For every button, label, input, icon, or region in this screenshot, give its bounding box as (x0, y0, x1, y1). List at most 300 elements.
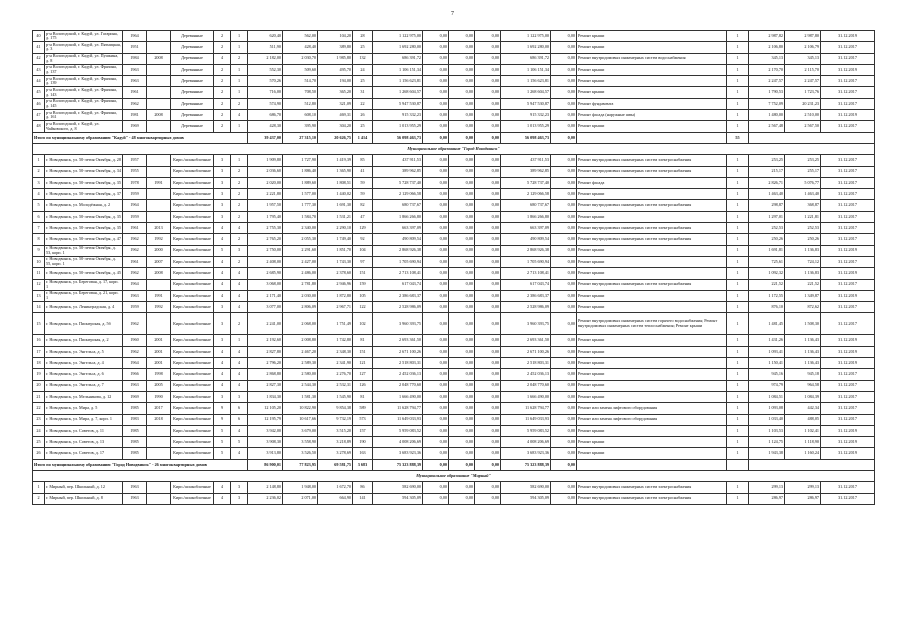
cell-u: 1 (727, 189, 749, 200)
cell-s2: 0,00 (449, 358, 475, 369)
cell-s4: 3 683 923,36 (501, 448, 551, 459)
cell-y2 (147, 437, 171, 448)
cell-s2: 0,00 (449, 482, 475, 493)
cell-fl: 5 (214, 425, 231, 436)
cell-n: 1 (33, 482, 45, 493)
cell-a2: 2 580,00 (283, 369, 318, 380)
cell-s3: 0,00 (475, 302, 501, 313)
cell-s1: 0,00 (423, 87, 449, 98)
empty-cell (749, 459, 875, 470)
cell-n: 22 (33, 403, 45, 414)
cell-s4: 680 737,67 (501, 200, 551, 211)
table-row (33, 223, 875, 234)
cell-addr: г. Новодвинск, ул. Советов, д. 13 (45, 437, 123, 448)
cell-p2: 2 247,57 (785, 76, 821, 87)
cell-a1: 570,26 (248, 76, 283, 87)
cell-fl: 4 (214, 53, 231, 64)
cell-y2: 2018 (147, 414, 171, 425)
cell-mat: Кирп./шлакоблочные (171, 391, 214, 402)
cell-n: 17 (33, 346, 45, 357)
cell-s5: 0,00 (551, 211, 577, 222)
cell-ppl: 92 (353, 234, 373, 245)
total-a3: 20 626,75 (318, 132, 353, 143)
cell-date: 31.12.2017 (821, 166, 875, 177)
cell-a2: 2 071,00 (283, 493, 318, 504)
cell-s3: 0,00 (475, 177, 501, 188)
cell-fl: 4 (214, 256, 231, 267)
cell-fl: 2 (214, 110, 231, 121)
cell-en: 2 (231, 53, 248, 64)
cell-p1: 298,87 (749, 200, 785, 211)
cell-en: 4 (231, 223, 248, 234)
cell-y1: 1963 (123, 380, 147, 391)
cell-en: 1 (231, 87, 248, 98)
cell-p2: 1 084,39 (785, 391, 821, 402)
cell-ppl: 25 (353, 121, 373, 132)
cell-a1: 574,90 (248, 98, 283, 109)
cell-u: 1 (727, 268, 749, 279)
cell-addr: г. Новодвинск, ул. 50-летия Октября, д. 55, корп. 1 (45, 256, 123, 267)
cell-en: 4 (231, 358, 248, 369)
cell-fl: 3 (214, 177, 231, 188)
cell-p1: 945,16 (749, 369, 785, 380)
cell-a2: 514,70 (283, 76, 318, 87)
cell-date: 31.12.2017 (821, 76, 875, 87)
table-row (33, 200, 875, 211)
cell-p1: 1 480,00 (749, 110, 785, 121)
cell-s5: 0,00 (551, 335, 577, 346)
cell-en: 3 (231, 245, 248, 256)
cell-s5: 0,00 (551, 76, 577, 87)
cell-date: 31.12.2017 (821, 380, 875, 391)
cell-p2: 1 349,87 (785, 290, 821, 301)
cell-p2: 1 136,43 (785, 358, 821, 369)
cell-a2: 2 486,00 (283, 268, 318, 279)
cell-cost: 389 962,85 (373, 166, 423, 177)
cell-fl: 4 (214, 268, 231, 279)
cell-ppl: 163 (353, 448, 373, 459)
cell-s4: 686 391,72 (501, 53, 551, 64)
cell-y1: 1961 (123, 256, 147, 267)
cell-s5: 0,00 (551, 302, 577, 313)
cell-en: 6 (231, 414, 248, 425)
cell-fl: 4 (214, 358, 231, 369)
cell-date: 31.12.2017 (821, 256, 875, 267)
cell-fl: 4 (214, 290, 231, 301)
cell-a2: 2 068,00 (283, 313, 318, 335)
cell-s3: 0,00 (475, 358, 501, 369)
cell-work: Ремонт внутридомовых инженерных систем электроснабжения (577, 223, 727, 234)
cell-a2: 512,80 (283, 98, 318, 109)
cell-s2: 0,00 (449, 189, 475, 200)
cell-s5: 0,00 (551, 177, 577, 188)
cell-a1: 511,90 (248, 42, 283, 53)
cell-n: 24 (33, 425, 45, 436)
cell-u: 1 (727, 223, 749, 234)
cell-p1: 253,25 (749, 155, 785, 166)
cell-y2 (147, 42, 171, 53)
cell-date: 31.12.2017 (821, 42, 875, 53)
cell-s5: 0,00 (551, 53, 577, 64)
cell-s5: 0,00 (551, 437, 577, 448)
cell-s1: 0,00 (423, 166, 449, 177)
cell-s2: 0,00 (449, 335, 475, 346)
cell-y2: 2000 (147, 245, 171, 256)
cell-en: 1 (231, 335, 248, 346)
cell-mat: Кирп./шлакоблочные (171, 414, 214, 425)
cell-y1: 1962 (123, 313, 147, 335)
cell-addr: р-н Вологодский, г. Кадуй, ул. Фрязина, д. 145 (45, 98, 123, 109)
cell-a2: 2 008,80 (283, 335, 318, 346)
cell-u: 1 (727, 245, 749, 256)
cell-s3: 0,00 (475, 76, 501, 87)
cell-a1: 716,00 (248, 87, 283, 98)
cell-a2: 10 617,66 (283, 414, 318, 425)
cell-s2: 0,00 (449, 200, 475, 211)
cell-n: 2 (33, 166, 45, 177)
cell-a2: 2 340,00 (283, 223, 318, 234)
cell-date: 31.12.2017 (821, 391, 875, 402)
table-row (33, 448, 875, 459)
table-row (33, 256, 875, 267)
cell-work: Ремонт крыши (577, 189, 727, 200)
empty-cell (577, 132, 727, 143)
cell-date: 31.12.2019 (821, 346, 875, 357)
cell-addr: р-н Вологодский, г. Кадуй, ул. Фрязина, д. 139 (45, 76, 123, 87)
cell-a3: 664,90 (318, 493, 353, 504)
cell-a2: 2 291,60 (283, 245, 318, 256)
cell-ppl: 97 (353, 256, 373, 267)
cell-work: Ремонт крыши (577, 211, 727, 222)
cell-s3: 0,00 (475, 391, 501, 402)
cell-cost: 1 106 151,34 (373, 64, 423, 75)
cell-s3: 0,00 (475, 166, 501, 177)
cell-u: 1 (727, 64, 749, 75)
cell-s3: 0,00 (475, 313, 501, 335)
cell-a1: 2 148,80 (248, 482, 283, 493)
cell-addr: г. Новодвинск, ул. 50-летия Октября, д. 35 (45, 223, 123, 234)
cell-cost: 2 868 926,38 (373, 245, 423, 256)
cell-s1: 0,00 (423, 425, 449, 436)
table-row (33, 391, 875, 402)
cell-ppl: 25 (353, 76, 373, 87)
cell-work: Ремонт или замена лифтового оборудования (577, 414, 727, 425)
cell-a2: 1 584,70 (283, 211, 318, 222)
cell-n: 6 (33, 211, 45, 222)
cell-s5: 0,00 (551, 256, 577, 267)
cell-s2: 0,00 (449, 223, 475, 234)
cell-a3: 2 276,70 (318, 369, 353, 380)
cell-cost: 2 713 108,41 (373, 268, 423, 279)
cell-u: 1 (727, 42, 749, 53)
cell-s4: 1 705 690,94 (501, 256, 551, 267)
cell-n: 21 (33, 391, 45, 402)
cell-p1: 1 431,26 (749, 335, 785, 346)
cell-s1: 0,00 (423, 234, 449, 245)
cell-s2: 0,00 (449, 42, 475, 53)
cell-a1: 3 077,00 (248, 302, 283, 313)
cell-fl: 3 (214, 155, 231, 166)
cell-p2: 345,13 (785, 53, 821, 64)
cell-y2: 2001 (147, 346, 171, 357)
cell-a1: 3 942,00 (248, 425, 283, 436)
cell-ppl: 573 (353, 414, 373, 425)
cell-u: 1 (727, 256, 749, 267)
cell-en: 2 (231, 189, 248, 200)
cell-u: 1 (727, 279, 749, 290)
cell-s2: 0,00 (449, 493, 475, 504)
cell-u: 1 (727, 121, 749, 132)
cell-mat: Кирп./шлакоблочные (171, 448, 214, 459)
cell-p2: 2 115,70 (785, 64, 821, 75)
cell-ppl: 122 (353, 302, 373, 313)
cell-u: 1 (727, 448, 749, 459)
cell-s5: 0,00 (551, 313, 577, 335)
cell-y1: 1963 (123, 493, 147, 504)
cell-a3: 3 278,69 (318, 448, 353, 459)
cell-s1: 0,00 (423, 42, 449, 53)
cell-work: Ремонт фундамента (577, 98, 727, 109)
cell-s3: 0,00 (475, 425, 501, 436)
cell-s3: 0,00 (475, 335, 501, 346)
cell-a2: 2 427,00 (283, 256, 318, 267)
cell-cost: 1 705 690,94 (373, 256, 423, 267)
cell-en: 1 (231, 121, 248, 132)
cell-work: Ремонт внутридомовых инженерных систем электроснабжения (577, 166, 727, 177)
cell-n: 2 (33, 493, 45, 504)
cell-s1: 0,00 (423, 155, 449, 166)
cell-n: 3 (33, 177, 45, 188)
cell-addr: г. Новодвинск, ул. 50-летия Октября, д. 35 (45, 211, 123, 222)
total-row (33, 132, 875, 143)
cell-cost: 663 397,09 (373, 223, 423, 234)
cell-a2: 708,50 (283, 87, 318, 98)
cell-s4: 2 048 770,60 (501, 380, 551, 391)
cell-s2: 0,00 (449, 290, 475, 301)
cell-s1: 0,00 (423, 223, 449, 234)
cell-p1: 1 103,53 (749, 425, 785, 436)
cell-a3: 1 872,80 (318, 290, 353, 301)
total-s1: 0,00 (423, 132, 449, 143)
cell-cost: 2 518 803,31 (373, 358, 423, 369)
cell-p1: 286,97 (749, 493, 785, 504)
cell-addr: г. Мирный, пер. Школьный, д. 12 (45, 482, 123, 493)
cell-u: 1 (727, 302, 749, 313)
cell-mat: Деревянные (171, 87, 214, 98)
total-a1: 39 437,00 (248, 132, 283, 143)
cell-fl: 4 (214, 380, 231, 391)
cell-cost: 2 452 036,13 (373, 369, 423, 380)
cell-s2: 0,00 (449, 76, 475, 87)
cell-s4: 2 518 803,31 (501, 358, 551, 369)
cell-s1: 0,00 (423, 346, 449, 357)
cell-mat: Кирп./шлакоблочные (171, 380, 214, 391)
cell-date: 31.12.2017 (821, 87, 875, 98)
table-row (33, 98, 875, 109)
table-row (33, 121, 875, 132)
cell-a3: 2 967,71 (318, 302, 353, 313)
cell-fl: 2 (214, 76, 231, 87)
cell-p1: 345,13 (749, 53, 785, 64)
cell-p1: 1 691,81 (749, 245, 785, 256)
total-s5: 0,00 (551, 132, 577, 143)
cell-y2: 2007 (147, 256, 171, 267)
cell-ppl: 151 (353, 346, 373, 357)
cell-p1: 1 943,38 (749, 448, 785, 459)
cell-ppl: 127 (353, 369, 373, 380)
cell-s5: 0,00 (551, 448, 577, 459)
cell-p1: 1 124,75 (749, 437, 785, 448)
cell-y2: 1992 (147, 302, 171, 313)
cell-fl: 2 (214, 87, 231, 98)
cell-a3: 2 341,90 (318, 358, 353, 369)
cell-a3: 1 365,90 (318, 166, 353, 177)
cell-s2: 0,00 (449, 234, 475, 245)
cell-addr: г. Новодвинск, ул. Ленинградская, д. 4 (45, 302, 123, 313)
cell-n: 42 (33, 53, 45, 64)
total-label: Итого по муниципальному образованию "Кадуй" - 48 многоквартирных домов (33, 132, 248, 143)
cell-p2: 1 136,43 (785, 346, 821, 357)
cell-a3: 2 378,60 (318, 268, 353, 279)
cell-en: 4 (231, 268, 248, 279)
cell-addr: г. Новодвинск, ул. Мира, д. 5 (45, 403, 123, 414)
cell-mat: Кирп./шлакоблочные (171, 245, 214, 256)
cell-a1: 2 221,80 (248, 189, 283, 200)
cell-s1: 0,00 (423, 369, 449, 380)
cell-s2: 0,00 (449, 64, 475, 75)
cell-ppl: 81 (353, 391, 373, 402)
cell-s5: 0,00 (551, 391, 577, 402)
cell-y1: 1959 (123, 189, 147, 200)
cell-work: Ремонт внутридомовых инженерных систем электроснабжения (577, 279, 727, 290)
cell-u: 1 (727, 414, 749, 425)
cell-n: 9 (33, 245, 45, 256)
cell-a2: 2 806,09 (283, 302, 318, 313)
cell-a3: 194,00 (318, 76, 353, 87)
cell-s1: 0,00 (423, 448, 449, 459)
cell-mat: Кирп./шлакоблочные (171, 166, 214, 177)
cell-s5: 0,00 (551, 403, 577, 414)
cell-y2: 2005 (147, 380, 171, 391)
cell-s5: 0,00 (551, 87, 577, 98)
cell-a3: 365,20 (318, 87, 353, 98)
cell-s5: 0,00 (551, 234, 577, 245)
cell-s4: 2 671 100,26 (501, 346, 551, 357)
cell-ppl: 132 (353, 53, 373, 64)
total-s4: 75 323 888,39 (501, 459, 551, 470)
cell-y2 (147, 448, 171, 459)
cell-s2: 0,00 (449, 346, 475, 357)
cell-p2: 255,17 (785, 166, 821, 177)
cell-fl: 4 (214, 234, 231, 245)
cell-a3: 321,09 (318, 98, 353, 109)
cell-addr: г. Новодвинск, ул. 50-летия Октября, д. 37 (45, 189, 123, 200)
cell-n: 8 (33, 234, 45, 245)
cell-cost: 2 671 100,26 (373, 346, 423, 357)
cell-a2: 509,60 (283, 64, 318, 75)
cell-n: 46 (33, 98, 45, 109)
cell-s1: 0,00 (423, 403, 449, 414)
cell-en: 4 (231, 110, 248, 121)
cell-y2: 2001 (147, 335, 171, 346)
cell-s4: 1 106 151,34 (501, 64, 551, 75)
cell-en: 3 (231, 482, 248, 493)
cell-date: 31.12.2019 (821, 448, 875, 459)
cell-s4: 2 713 108,41 (501, 268, 551, 279)
cell-n: 43 (33, 64, 45, 75)
cell-a3: 9 732,19 (318, 414, 353, 425)
cell-u: 1 (727, 290, 749, 301)
table-row (33, 177, 875, 188)
cell-date: 31.12.2017 (821, 302, 875, 313)
cell-a3: 3 218,89 (318, 437, 353, 448)
cell-y1: 1957 (123, 155, 147, 166)
cell-y1: 1962 (123, 234, 147, 245)
total-s3: 0,00 (475, 132, 501, 143)
cell-y2 (147, 313, 171, 335)
cell-en: 4 (231, 302, 248, 313)
table-row (33, 302, 875, 313)
cell-u: 1 (727, 110, 749, 121)
cell-cost: 437 911,53 (373, 155, 423, 166)
cell-y1: 1959 (123, 302, 147, 313)
cell-s2: 0,00 (449, 369, 475, 380)
cell-a2: 1 581,30 (283, 391, 318, 402)
cell-ppl: 589 (353, 403, 373, 414)
cell-a3: 1 749,40 (318, 234, 353, 245)
cell-work: Ремонт крыши (577, 358, 727, 369)
cell-n: 47 (33, 110, 45, 121)
cell-p2: 1 136,43 (785, 335, 821, 346)
cell-y2 (147, 121, 171, 132)
cell-s4: 437 911,53 (501, 155, 551, 166)
total-s5: 0,00 (551, 459, 577, 470)
cell-mat: Кирп./шлакоблочные (171, 313, 214, 335)
cell-y1: 1984 (123, 53, 147, 64)
cell-s4: 5 947 530,87 (501, 98, 551, 109)
cell-n: 25 (33, 437, 45, 448)
cell-addr: г. Новодвинск, ул. Энгельса, д. 7 (45, 380, 123, 391)
cell-y1: 1985 (123, 448, 147, 459)
cell-y1: 1962 (123, 98, 147, 109)
cell-s1: 0,00 (423, 358, 449, 369)
cell-s4: 2 868 926,38 (501, 245, 551, 256)
cell-date: 31.12.2017 (821, 403, 875, 414)
cell-s1: 0,00 (423, 64, 449, 75)
cell-s3: 0,00 (475, 290, 501, 301)
cell-date: 31.12.2019 (821, 437, 875, 448)
cell-en: 1 (231, 42, 248, 53)
cell-s5: 0,00 (551, 110, 577, 121)
cell-s1: 0,00 (423, 110, 449, 121)
cell-work: Ремонт крыши (577, 268, 727, 279)
cell-s3: 0,00 (475, 211, 501, 222)
cell-cost: 3 683 923,36 (373, 448, 423, 459)
cell-addr: р-н Вологодский, г. Кадуй, ул. Пятницкая, д. 3 (46, 41, 121, 52)
cell-mat: Кирп./шлакоблочные (171, 256, 214, 267)
empty-cell (749, 132, 875, 143)
cell-ppl: 31 (353, 87, 373, 98)
cell-work: Ремонт крыши (577, 391, 727, 402)
total-cost: 75 323 888,39 (373, 459, 423, 470)
cell-addr: р-н Вологодский, г. Кадуй, ул. Фрязина, д. 143 (45, 87, 123, 98)
cell-a3: 2 532,31 (318, 380, 353, 391)
cell-a1: 2 765,20 (248, 234, 283, 245)
cell-addr: г. Новодвинск, ул. 50-летия Октября, д. 47 (45, 234, 123, 245)
cell-a2: 2 030,00 (283, 290, 318, 301)
cell-s4: 2 693 361,50 (501, 335, 551, 346)
cell-p1: 252,53 (749, 223, 785, 234)
